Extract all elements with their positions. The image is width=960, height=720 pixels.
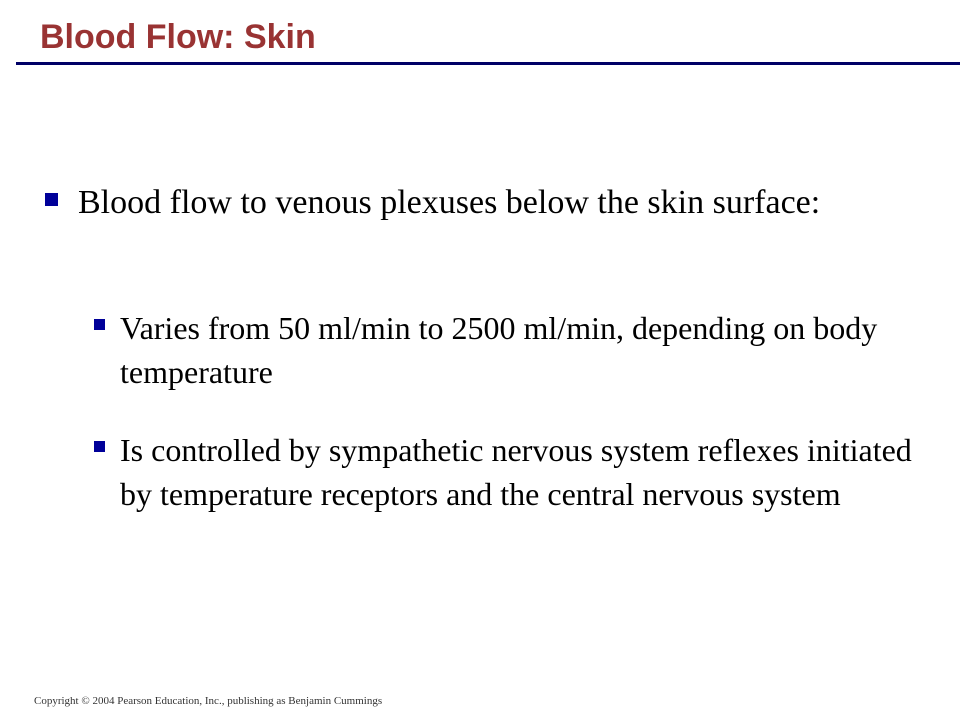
- slide-title: Blood Flow: Skin: [40, 18, 316, 56]
- sub-bullet-item: [120, 306, 920, 394]
- square-bullet-icon: [94, 319, 105, 330]
- square-bullet-icon: [45, 193, 58, 206]
- copyright-footer: Copyright © 2004 Pearson Education, Inc., publishing as Benjamin Cummings: [34, 695, 383, 707]
- sub-bullet-text: Varies from 50 ml/min to 2500 ml/min, depending on body temperature: [120, 310, 878, 390]
- sub-bullet-item: [120, 428, 920, 516]
- bullet-item: [78, 180, 878, 226]
- square-bullet-icon: [94, 441, 105, 452]
- title-divider: [16, 62, 960, 65]
- sub-bullet-text: Is controlled by sympathetic nervous system reflexes initiated by temperature receptors and the central nervous system: [120, 432, 912, 512]
- bullet-text: Blood flow to venous plexuses below the skin surface:: [78, 184, 821, 221]
